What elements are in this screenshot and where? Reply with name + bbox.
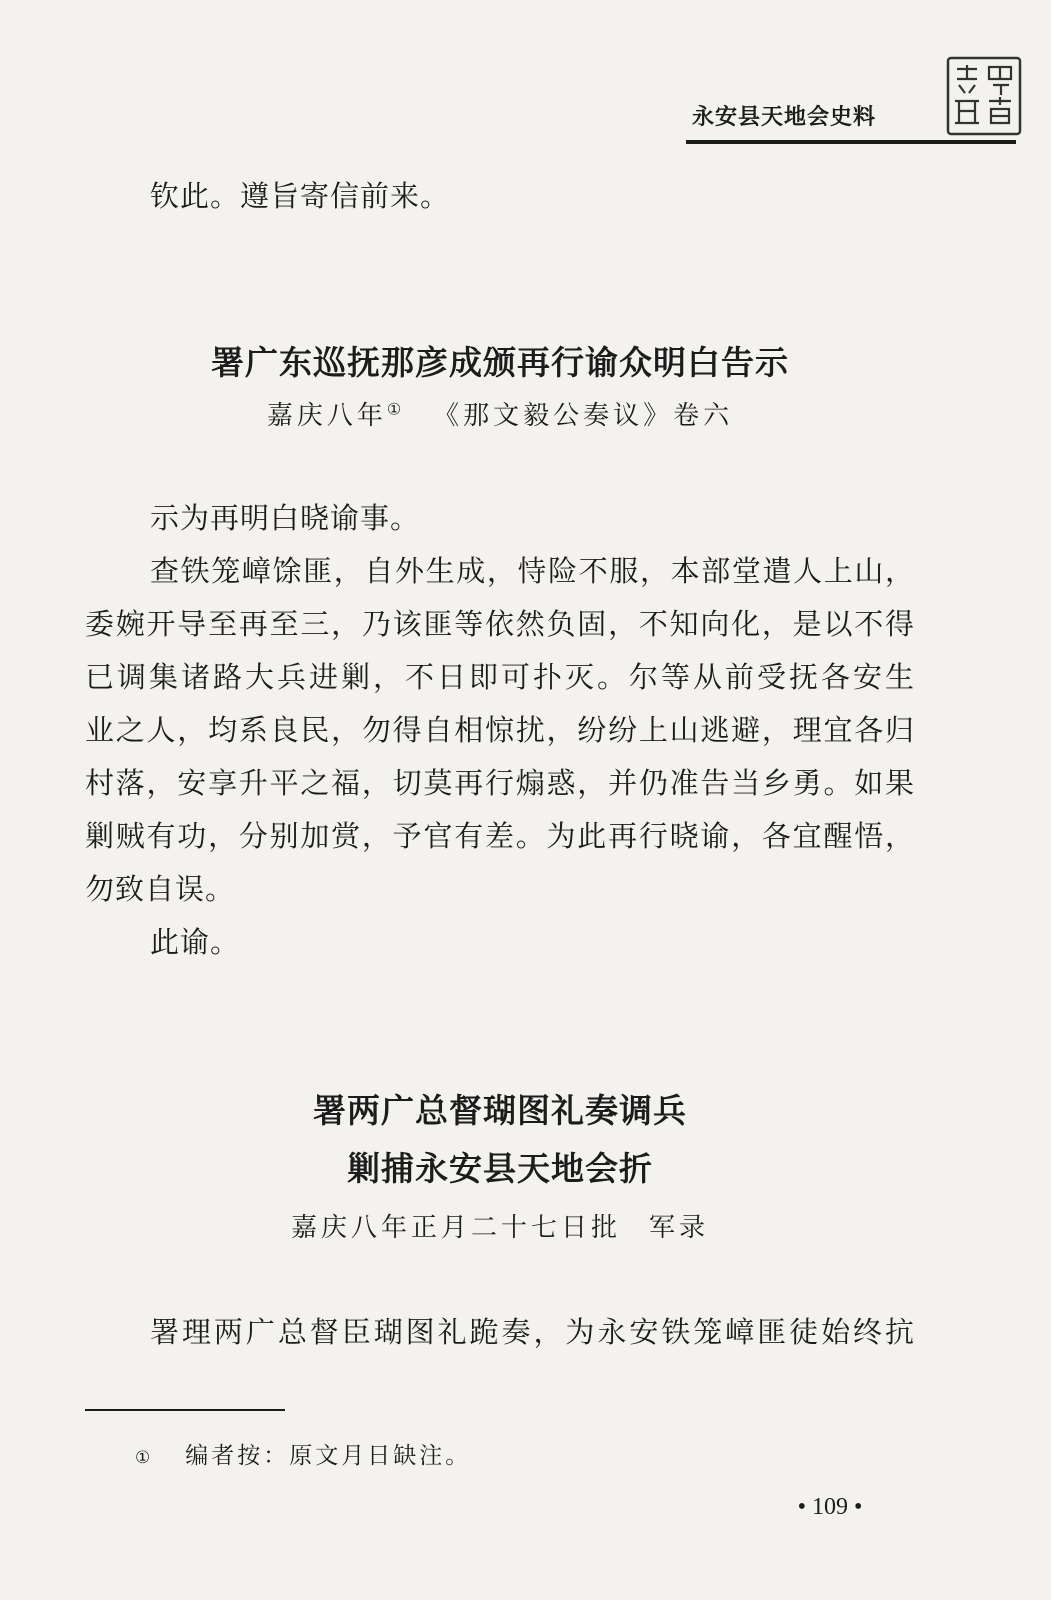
seal-stamp: [945, 55, 1023, 137]
section-subtitle: [0, 1207, 1000, 1244]
subtitle-source: 军录: [649, 1213, 710, 1243]
body-line: 业之人，均系良民，勿得自相惊扰，纷纷上山逃避，理宜各归: [85, 713, 915, 747]
footnote-text: 编者按：原文月日缺注。: [185, 1443, 472, 1469]
subtitle-date: 嘉庆八年正月二十七日批: [290, 1213, 621, 1243]
body-line: 查铁笼嶂馀匪，自外生成，恃险不服，本部堂遣人上山，: [150, 554, 915, 588]
footnote-reference: ①: [386, 399, 406, 419]
body-line: 勿致自误。: [85, 872, 236, 906]
body-line: 已调集诸路大兵进剿，不日即可扑灭。尔等从前受抚各安生: [85, 660, 915, 694]
body-paragraph: 钦此。遵旨寄信前来。: [150, 179, 451, 213]
subtitle-source: 《那文毅公奏议》卷六: [433, 401, 734, 431]
body-paragraph: 示为再明白晓谕事。: [150, 501, 421, 535]
body-paragraph: 此谕。: [150, 925, 241, 959]
section-title-line-1: 署两广总督瑚图礼奏调兵: [313, 1091, 687, 1130]
footnote: [135, 1437, 471, 1470]
footnote-marker: ①: [135, 1448, 154, 1468]
section-title: 署广东巡抚那彦成颁再行谕众明白告示: [211, 343, 789, 382]
header-rule: [686, 140, 1016, 144]
running-header-title: 永安县天地会史料: [692, 105, 877, 130]
footnote-rule: [85, 1409, 285, 1411]
subtitle-date: 嘉庆八年: [266, 401, 387, 431]
body-line: 剿贼有功，分别加赏，予官有差。为此再行晓谕，各宜醒悟，: [85, 819, 915, 853]
body-line: 村落，安享升平之福，切莫再行煽惑，并仍准告当乡勇。如果: [85, 766, 915, 800]
section-title-line-2: 剿捕永安县天地会折: [347, 1149, 653, 1188]
section-subtitle: [0, 395, 1000, 432]
body-line: 委婉开导至再至三，乃该匪等依然负固，不知向化，是以不得: [85, 607, 915, 641]
body-paragraph: 署理两广总督臣瑚图礼跪奏，为永安铁笼嶂匪徒始终抗: [150, 1315, 915, 1349]
page-number: • 109 •: [797, 1494, 863, 1520]
